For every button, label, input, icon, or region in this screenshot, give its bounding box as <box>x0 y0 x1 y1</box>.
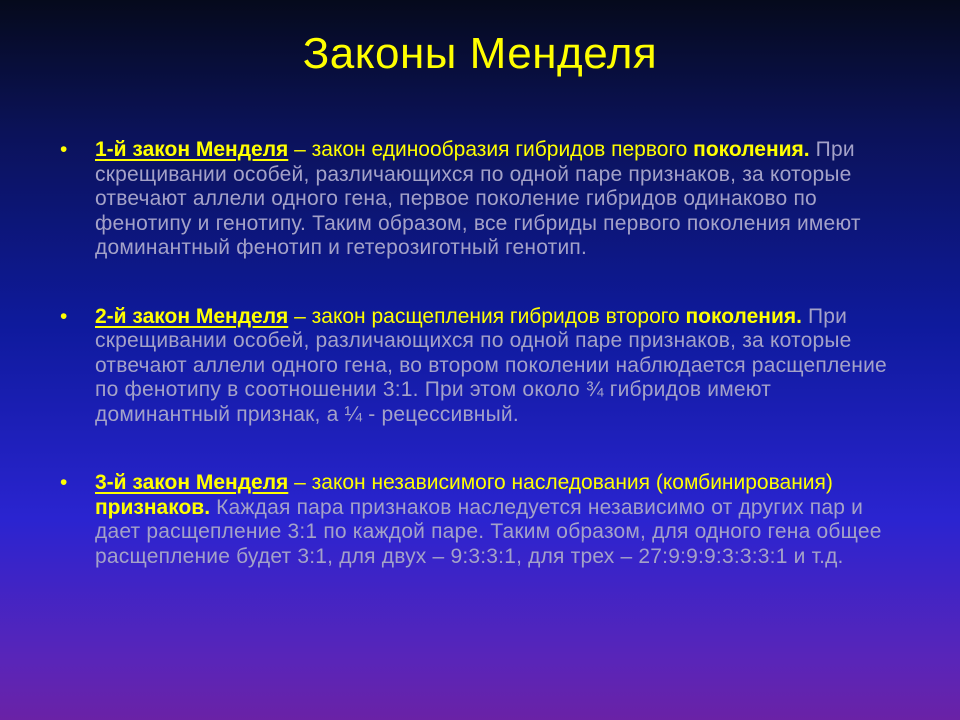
law-definition-bold: поколения. <box>685 304 802 328</box>
bullet-icon: • <box>60 138 68 161</box>
law-definition-bold: поколения. <box>693 138 810 161</box>
bullet-icon: • <box>60 471 68 494</box>
law-definition: – закон единообразия гибридов первого <box>288 138 694 161</box>
law-description: При скрещивании особей, различающихся по одной паре признаков, за которые отвечают аллели одного гена, во втором поколении наблюдается расщепление по фенотипу в соотношении 3:1. При этом около ¾ гибридов имеют доминантный признак, а ¼ - рецессивный. <box>95 304 887 426</box>
law-description: При скрещивании особей, различающихся по одной паре признаков, за которые отвечают аллели одного гена, первое поколение гибридов одинаково по фенотипу и генотипу. Таким образом, все гибриды первого поколения имеют доминантный фенотип и гетерозиготный генотип. <box>95 138 861 259</box>
law-name: 1-й закон Менделя <box>95 138 289 161</box>
laws-list <box>60 138 890 569</box>
law-definition: – закон независимого наследования (комбинирования) <box>288 471 833 494</box>
law-item-3 <box>60 471 890 569</box>
law-definition: – закон расщепления гибридов второго <box>288 304 686 328</box>
law-definition-bold: признаков. <box>95 495 211 519</box>
law-name: 3-й закон Менделя <box>95 471 289 494</box>
law-item-2 <box>60 305 890 428</box>
law-name: 2-й закон Менделя <box>95 304 289 328</box>
law-item-1 <box>60 138 890 261</box>
bullet-icon: • <box>60 304 68 328</box>
slide-title: Законы Менделя <box>302 29 658 78</box>
law-description: Каждая пара признаков наследуется независимо от других пар и дает расщепление 3:1 по каждой паре. Таким образом, для одного гена общее расщепление будет 3:1, для двух – 9:3:3:1, для трех – 27:9:9:9:3:3:3:1 и т.д. <box>95 495 882 568</box>
